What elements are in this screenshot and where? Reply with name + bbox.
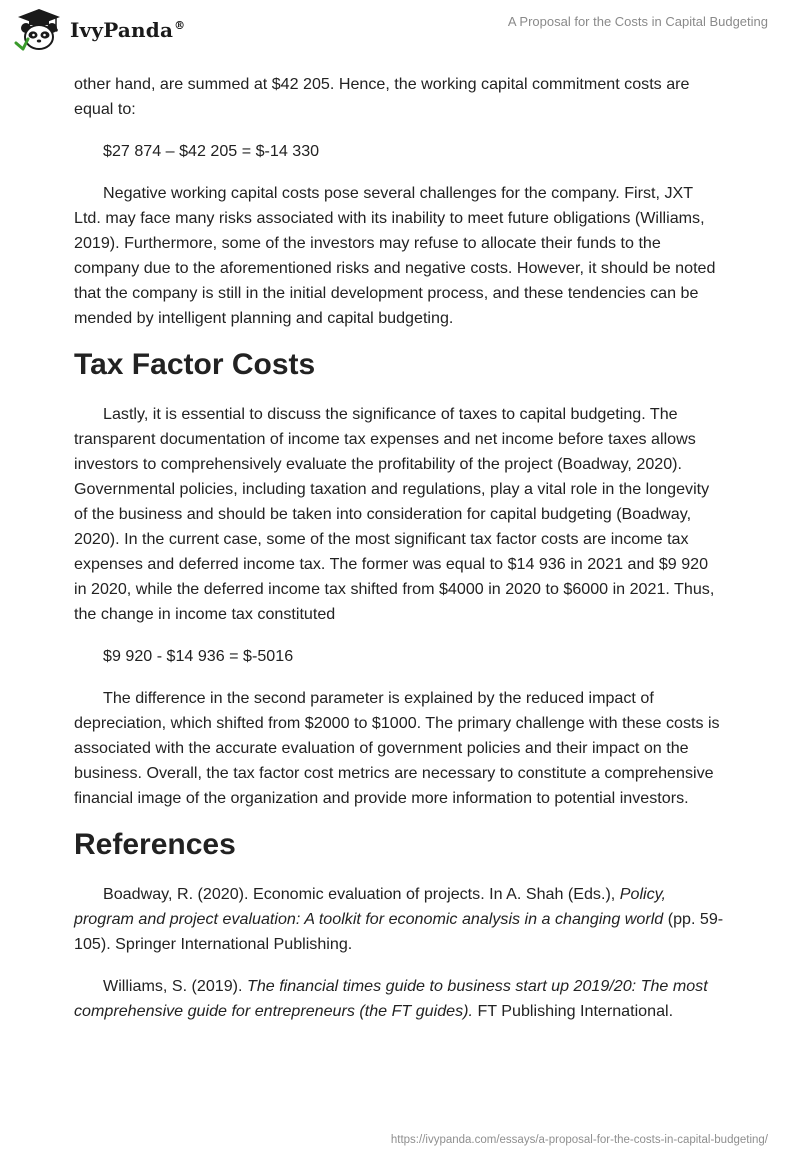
- paragraph-tax-factors: Lastly, it is essential to discuss the significance of taxes to capital budgeting. The transparent documentation of income tax expenses and net income before taxes allows investors to comprehensively evaluate the profitability of the project (Boadway, 2020). Governmental policies, including taxation and regulations, play a vital role in the longevity of the business and should be taken into consideration for capital budgeting (Boadway, 2020). In the current case, some of the most significant tax factor costs are income tax expenses and deferred income tax. The former was equal to $14 936 in 2021 and $9 920 in 2020, while the deferred income tax shifted from $4000 in 2020 to $6000 in 2021. Thus, the change in income tax constituted: [74, 405, 715, 623]
- paragraph-difference: The difference in the second parameter is explained by the reduced impact of depreciation, which shifted from $2000 to $1000. The primary challenge with these costs is associated with the accurate evaluation of government policies and their impact on the business. Overall, the tax factor cost metrics are necessary to constitute a comprehensive financial image of the organization and provide more information to potential investors.: [74, 689, 720, 807]
- reference-williams: [74, 974, 724, 1024]
- reference-boadway-lead: Boadway, R. (2020). Economic evaluation of projects. In A. Shah (Eds.),: [103, 885, 620, 903]
- equation-income-tax: $9 920 - $14 936 = $-5016: [103, 647, 294, 665]
- reference-boadway-tail: (pp. 59-105). Springer International Publishing.: [74, 910, 724, 953]
- paragraph-negative-costs: Negative working capital costs pose several challenges for the company. First, JXT Ltd. may face many risks associated with its inability to meet future obligations (Williams, 2019). Furthermore, some of the investors may refuse to allocate their funds to the company due to the aforementioned risks and negative costs. However, it should be noted that the company is still in the initial development process, and these tendencies can be mended by intelligent planning and capital budgeting.: [74, 184, 716, 327]
- brand-logo[interactable]: [14, 6, 185, 54]
- reference-williams-title: The financial times guide to business start up 2019/20: The most comprehensive guide for entrepreneurs (the FT guides).: [74, 977, 708, 1020]
- brand-name: IvyPanda®: [70, 18, 186, 42]
- reference-williams-lead: Williams, S. (2019).: [103, 977, 247, 995]
- paragraph-continued: other hand, are summed at $42 205. Hence, the working capital commitment costs are equal to:: [74, 75, 690, 118]
- page-header: [0, 0, 800, 60]
- reference-williams-tail: FT Publishing International.: [472, 1002, 674, 1020]
- heading-references: References: [74, 828, 236, 861]
- essay-content: [74, 72, 724, 1024]
- reference-boadway-title: Policy, program and project evaluation: A toolkit for economic analysis in a changing world: [74, 885, 666, 928]
- heading-tax-factor-costs: Tax Factor Costs: [74, 348, 316, 381]
- panda-logo-icon: [14, 7, 64, 53]
- document-title: A Proposal for the Costs in Capital Budgeting: [507, 14, 768, 29]
- registered-mark: ®: [174, 19, 186, 33]
- equation-working-capital: $27 874 – $42 205 = $-14 330: [103, 142, 320, 160]
- reference-boadway: [74, 882, 724, 957]
- source-url[interactable]: https://ivypanda.com/essays/a-proposal-for-the-costs-in-capital-budgeting/: [390, 1134, 768, 1146]
